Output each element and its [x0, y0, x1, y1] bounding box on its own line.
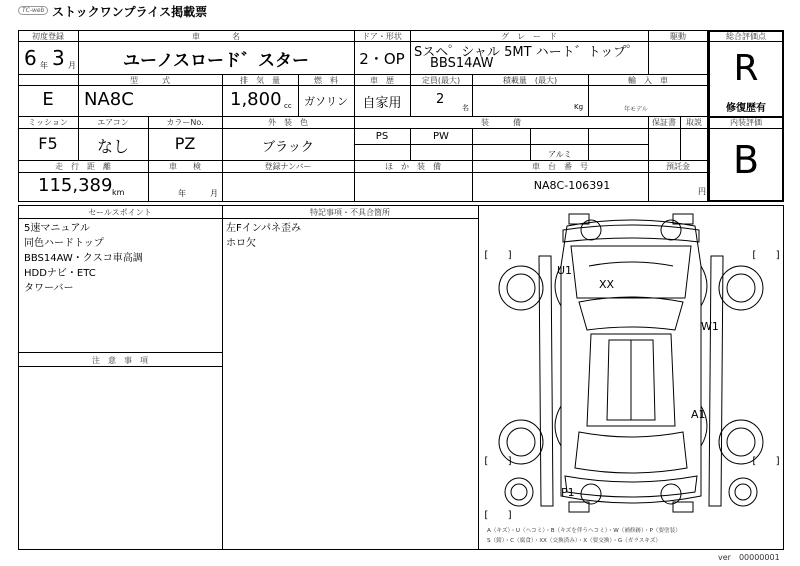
label-capacity: 定員(最大): [421, 76, 461, 85]
label-car-name: 車 名: [192, 32, 240, 41]
label-grade: グ レ ー ド: [501, 32, 557, 41]
label-equipment: 装 備: [481, 118, 521, 127]
sales-point-item: タワーバー: [24, 283, 74, 294]
import-model-unit: 年モデル: [624, 106, 648, 113]
model-prefix: E: [42, 89, 54, 110]
label-displacement: 排 気 量: [240, 76, 280, 85]
label-mileage: 走 行 距 離: [55, 162, 111, 171]
color-no-value: PZ: [174, 134, 196, 153]
damage-mark-p1: P1: [561, 486, 575, 499]
aircon-value: なし: [96, 137, 129, 156]
usage-value: 自家用: [362, 96, 402, 111]
displacement-value: 1,800: [230, 89, 282, 110]
interior-score-value: B: [732, 138, 760, 182]
sales-point-item: BBS14AW・クスコ車高調: [24, 253, 143, 264]
overall-score-note: 修復歴有: [726, 103, 766, 114]
label-other-equipment: ほ か 装 備: [385, 162, 441, 171]
label-manual: 取説: [686, 118, 702, 127]
label-sales-points: セールスポイント: [88, 208, 152, 217]
label-drive: 駆動: [670, 32, 686, 41]
label-aircon: エアコン: [97, 118, 129, 127]
label-color-no: カラーNo.: [166, 118, 204, 127]
deposit-unit: 円: [698, 187, 706, 196]
label-deposit: 預託金: [666, 162, 690, 171]
model-value: NA8C: [84, 89, 134, 110]
label-model: 型 式: [130, 76, 170, 85]
sales-point-item: 同色ハードトップ: [24, 238, 104, 249]
special-note-item: 左Fインパネ歪み: [226, 223, 302, 234]
site-logo: TC-web: [18, 6, 48, 15]
bracket-br-open: [: [751, 456, 758, 467]
displacement-unit: cc: [284, 102, 292, 110]
car-name-value: ユーノスロード゛スター: [123, 51, 309, 71]
special-note-item: ホロ欠: [226, 238, 256, 249]
sales-point-item: 5速マニュアル: [24, 223, 90, 234]
label-mission: ミッション: [28, 118, 68, 127]
damage-mark-a1: A1: [691, 408, 706, 421]
bracket-tr-close: ]: [775, 250, 782, 261]
label-usage: 車 歴: [370, 76, 394, 85]
page-title: ストックワンプライス掲載票: [52, 5, 208, 19]
label-doors-shape: ドア・形状: [362, 32, 402, 41]
bracket-tl-close: ]: [507, 250, 514, 261]
label-import: 輸 入 車: [628, 76, 668, 85]
chassis-no-value: NA8C-106391: [533, 179, 611, 192]
label-interior-score: 内装評価: [730, 118, 762, 127]
equipment-ps: PS: [375, 131, 389, 142]
fuel-value: ガソリン: [304, 95, 348, 108]
month-unit: 月: [68, 61, 76, 70]
label-exterior-color: 外 装 色: [268, 118, 308, 127]
label-overall-score: 総合評価点: [726, 32, 766, 41]
legend-line-2: S（錆）・C（腐食）・XX（交換済み）・X（要交換）・G（ガラスキズ）: [487, 538, 662, 544]
first-registration-month: 3: [52, 46, 65, 70]
damage-mark-w1: W1: [701, 320, 719, 333]
label-caution: 注 意 事 項: [92, 356, 148, 365]
doors-shape-value: 2・OP: [359, 50, 405, 68]
year-unit: 年: [40, 61, 48, 70]
damage-mark-xx: XX: [599, 278, 615, 291]
equipment-pw: PW: [433, 131, 449, 142]
label-load: 積載量 (最大): [502, 76, 558, 85]
label-warranty: 保証書: [652, 118, 676, 127]
inspection-month: 月: [210, 189, 218, 198]
label-reg-number: 登録ナンバー: [264, 162, 312, 171]
capacity-value: 2: [436, 92, 445, 107]
label-chassis-no: 車 台 番 号: [532, 162, 588, 171]
label-special-notes: 特記事項・不具合箇所: [310, 208, 390, 217]
label-first-registration: 初度登録: [32, 32, 64, 41]
bracket-br-close: ]: [775, 456, 782, 467]
label-fuel: 燃 料: [314, 76, 338, 85]
sales-point-item: HDDナビ・ETC: [24, 268, 96, 279]
grade-line-2: BBS14AW: [430, 56, 494, 71]
legend-line-1: A（キズ）・U（ヘコミ）・B（キズを伴うヘコミ）・W（補修跡）・P（要塗装）: [487, 528, 681, 534]
bracket-bl-close: ]: [507, 456, 514, 467]
version-label: ver 00000001: [718, 553, 780, 562]
bracket-bl-open: [: [483, 456, 490, 467]
mileage-value: 115,389: [38, 175, 113, 196]
mission-value: F5: [38, 134, 58, 153]
first-registration-year: 6: [24, 46, 37, 70]
damage-mark-u1: U1: [557, 264, 573, 277]
exterior-color-value: ブラック: [262, 140, 314, 155]
load-unit: Kg: [574, 103, 584, 111]
bracket-tr-open: [: [751, 250, 758, 261]
bracket-tl-open: [: [483, 250, 490, 261]
overall-score-value: R: [733, 48, 759, 89]
mileage-unit: km: [112, 188, 125, 197]
bracket-b-open: [: [483, 510, 490, 521]
bracket-b-close: ]: [507, 510, 514, 521]
inspection-year: 年: [178, 189, 186, 198]
vehicle-damage-diagram: [479, 206, 783, 549]
grade-line-1: Sスヘ゜シャル 5MT ハート゛トップ゜: [414, 45, 640, 60]
equipment-alumi: アルミ: [548, 150, 572, 159]
capacity-unit: 名: [462, 104, 469, 112]
label-inspection: 車 検: [169, 162, 201, 171]
